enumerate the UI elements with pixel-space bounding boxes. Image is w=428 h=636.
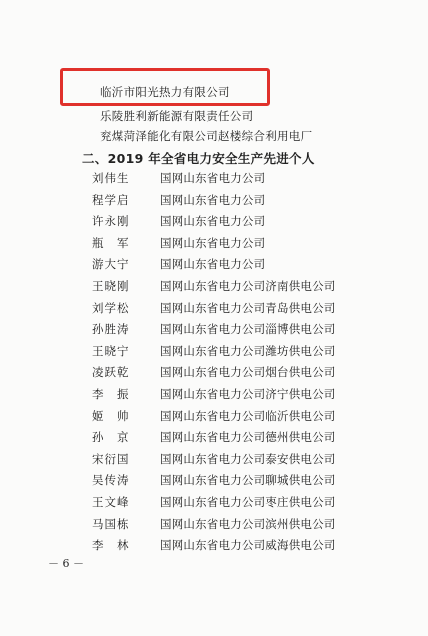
awardee-name: 吴传涛	[92, 473, 130, 488]
awardee-name: 王晓刚	[92, 279, 130, 293]
awardee-name: 李 林	[92, 538, 130, 553]
awardee-row	[0, 386, 428, 406]
awardee-name: 马国栋	[92, 516, 130, 531]
awardee-name: 李 振	[92, 387, 130, 401]
awardee-name: 刘伟生	[92, 171, 130, 185]
awardee-row	[0, 451, 428, 471]
awardee-name: 凌跃乾	[92, 365, 130, 380]
awardee-row	[0, 516, 428, 536]
company-line-1: 临沂市阳光热力有限公司	[100, 85, 230, 99]
awardee-row	[0, 256, 428, 276]
awardee-org: 国网山东省电力公司	[160, 171, 266, 185]
awardee-name: 孙 京	[92, 430, 130, 445]
awardee-org: 国网山东省电力公司枣庄供电公司	[160, 495, 336, 509]
company-line-2: 乐陵胜利新能源有限责任公司	[100, 109, 254, 123]
awardee-name: 王晓宁	[92, 343, 130, 358]
awardee-name: 程学启	[92, 192, 130, 207]
awardee-row	[0, 408, 428, 428]
awardee-name: 孙胜涛	[92, 322, 130, 337]
awardee-org: 国网山东省电力公司	[160, 192, 266, 207]
awardee-name: 姬 帅	[92, 408, 130, 423]
awardee-row	[0, 192, 428, 212]
awardee-org: 国网山东省电力公司济宁供电公司	[160, 387, 336, 401]
awardee-name: 宋衍国	[92, 451, 130, 466]
awardee-row	[0, 170, 428, 190]
awardee-org: 国网山东省电力公司济南供电公司	[160, 279, 336, 293]
awardee-org: 国网山东省电力公司烟台供电公司	[160, 365, 336, 380]
awardee-row	[0, 213, 428, 233]
awardee-name: 王文峰	[92, 495, 130, 509]
awardee-org: 国网山东省电力公司青岛供电公司	[160, 300, 336, 315]
awardee-org: 国网山东省电力公司威海供电公司	[160, 538, 336, 553]
awardee-row	[0, 494, 428, 514]
awardee-row	[0, 429, 428, 449]
page-number: － 6 －	[48, 557, 84, 570]
awardee-org: 国网山东省电力公司	[160, 257, 266, 272]
awardee-org: 国网山东省电力公司滨州供电公司	[160, 516, 336, 531]
awardee-org: 国网山东省电力公司	[160, 235, 266, 250]
company-line-3: 兖煤菏泽能化有限公司赵楼综合利用电厂	[100, 129, 313, 143]
awardee-name: 许永刚	[92, 214, 130, 229]
awardee-row	[0, 300, 428, 320]
awardee-row	[0, 278, 428, 298]
awardee-name: 瓶 军	[92, 235, 130, 250]
awardee-row	[0, 343, 428, 363]
awardee-name: 游大宁	[92, 257, 130, 272]
awardee-org: 国网山东省电力公司聊城供电公司	[160, 473, 336, 488]
awardee-row	[0, 364, 428, 384]
awardee-org: 国网山东省电力公司临沂供电公司	[160, 408, 336, 423]
awardee-org: 国网山东省电力公司泰安供电公司	[160, 451, 336, 466]
awardee-org: 国网山东省电力公司潍坊供电公司	[160, 343, 336, 358]
awardee-name: 刘学松	[92, 300, 130, 315]
awardee-org: 国网山东省电力公司淄博供电公司	[160, 322, 336, 337]
awardee-row	[0, 472, 428, 492]
awardee-org: 国网山东省电力公司	[160, 214, 266, 229]
section-heading: 二、2019 年全省电力安全生产先进个人	[82, 151, 315, 166]
awardee-row	[0, 235, 428, 255]
awardee-org: 国网山东省电力公司德州供电公司	[160, 430, 336, 445]
awardee-row	[0, 321, 428, 341]
